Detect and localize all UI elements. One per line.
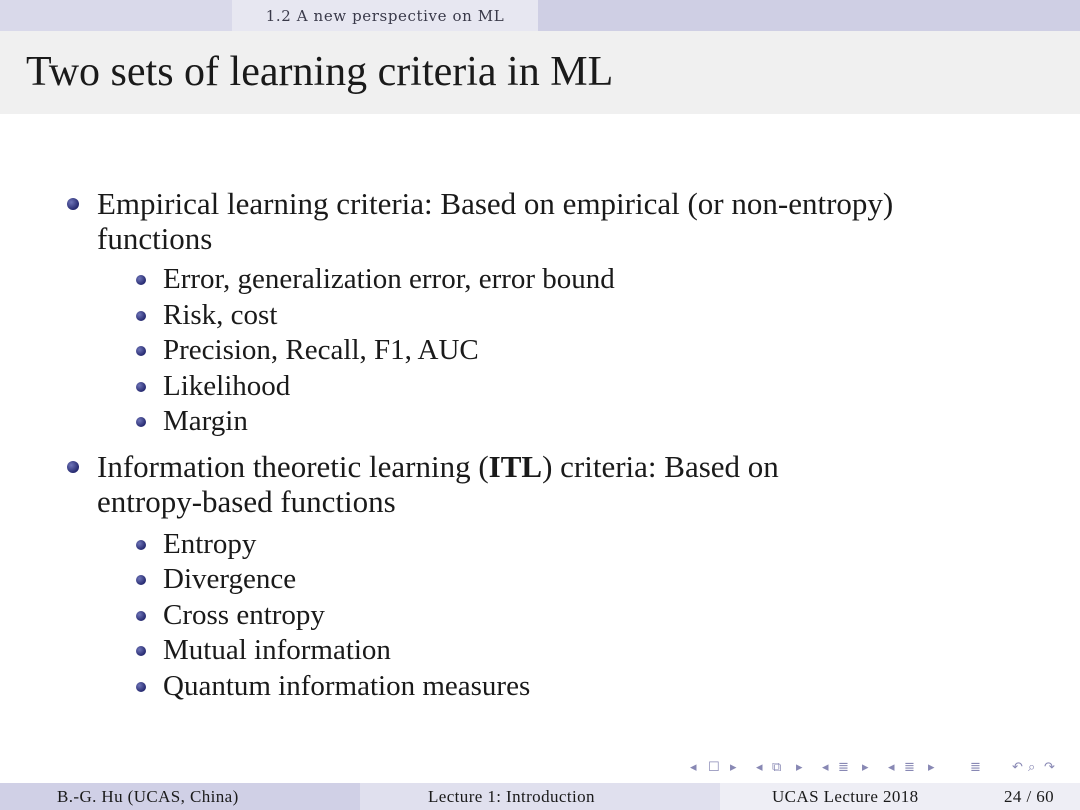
subitem — [163, 298, 277, 333]
search-icon[interactable]: ⌕ — [1028, 760, 1036, 775]
bullet-icon — [67, 198, 79, 210]
subitem-text: Quantum information measures — [163, 670, 531, 702]
page-number: 24 / 60 — [1004, 787, 1055, 806]
footer-course: UCAS Lecture 2018 — [772, 787, 919, 806]
sub-bullet-icon — [136, 575, 146, 585]
nav-left-icon[interactable]: ◂ — [690, 760, 697, 775]
footer-title-box — [360, 783, 720, 810]
footer-author-box — [0, 783, 360, 810]
frame-icon[interactable]: ☐ — [708, 760, 720, 775]
frame-title: Two sets of learning criteria in ML — [26, 49, 614, 95]
subitem — [163, 598, 325, 633]
subitem — [163, 404, 248, 439]
undo-icon[interactable]: ↶ — [1012, 760, 1023, 775]
subitem-text: Entropy — [163, 528, 257, 560]
subitem-text: Margin — [163, 405, 248, 437]
bullet-itl-post: ) criteria: Based on — [542, 449, 779, 484]
section-navigation-bar — [0, 0, 1080, 31]
section-icon[interactable]: ≣ — [904, 760, 915, 775]
nav-right-icon[interactable]: ▸ — [928, 760, 935, 775]
subitem — [163, 669, 530, 704]
navigation-symbols — [690, 760, 1070, 780]
subitem — [163, 562, 296, 597]
subitem-text: Risk, cost — [163, 299, 278, 331]
footer-author: B.-G. Hu (UCAS, China) — [57, 787, 239, 806]
bullet-empirical-line1: Empirical learning criteria: Based on empirical (or non-entropy) — [97, 186, 894, 221]
subitem-text: Likelihood — [163, 370, 291, 402]
subitem-text: Error, generalization error, error bound — [163, 263, 615, 295]
sub-bullet-icon — [136, 611, 146, 621]
bullet-empirical-line2: functions — [97, 221, 213, 256]
subitem-text: Divergence — [163, 563, 297, 595]
footer-lecture-title: Lecture 1: Introduction — [428, 787, 595, 806]
sub-bullet-icon — [136, 646, 146, 656]
subitem — [163, 633, 391, 668]
nav-left-icon[interactable]: ◂ — [888, 760, 895, 775]
subitem-text: Precision, Recall, F1, AUC — [163, 334, 479, 366]
footline — [0, 783, 1080, 810]
bullet-itl-pre: Information theoretic learning ( — [97, 449, 489, 484]
subitem-text: Mutual information — [163, 634, 391, 666]
bullet-empirical — [97, 186, 1037, 256]
subitem — [163, 369, 290, 404]
sub-bullet-icon — [136, 682, 146, 692]
bullet-itl-line2: entropy-based functions — [97, 484, 396, 519]
nav-right-icon[interactable]: ▸ — [862, 760, 869, 775]
bullet-itl-line1 — [97, 449, 1037, 484]
sub-bullet-icon — [136, 275, 146, 285]
subsection-icon[interactable]: ⧉ — [772, 760, 782, 775]
bullet-itl — [97, 449, 1037, 519]
align-icon[interactable]: ≣ — [970, 760, 981, 775]
subitem-text: Cross entropy — [163, 599, 325, 631]
subitem — [163, 262, 615, 297]
subitem — [163, 527, 256, 562]
sub-bullet-icon — [136, 540, 146, 550]
section-bar-filler — [538, 0, 1080, 31]
frame-title-bar — [0, 31, 1080, 114]
current-section[interactable] — [232, 0, 538, 31]
sub-bullet-icon — [136, 311, 146, 321]
footer-course-box — [720, 783, 1080, 810]
bullet-icon — [67, 461, 79, 473]
sub-bullet-icon — [136, 346, 146, 356]
itl-abbreviation: ITL — [488, 449, 543, 484]
sub-bullet-icon — [136, 382, 146, 392]
current-section-label: 1.2 A new perspective on ML — [265, 6, 505, 25]
subitem — [163, 333, 479, 368]
nav-right-icon[interactable]: ▸ — [730, 760, 737, 775]
nav-left-icon[interactable]: ◂ — [822, 760, 829, 775]
section-icon[interactable]: ≣ — [838, 760, 849, 775]
redo-icon[interactable]: ↷ — [1044, 760, 1055, 775]
nav-right-icon[interactable]: ▸ — [796, 760, 803, 775]
nav-left-icon[interactable]: ◂ — [756, 760, 763, 775]
sub-bullet-icon — [136, 417, 146, 427]
